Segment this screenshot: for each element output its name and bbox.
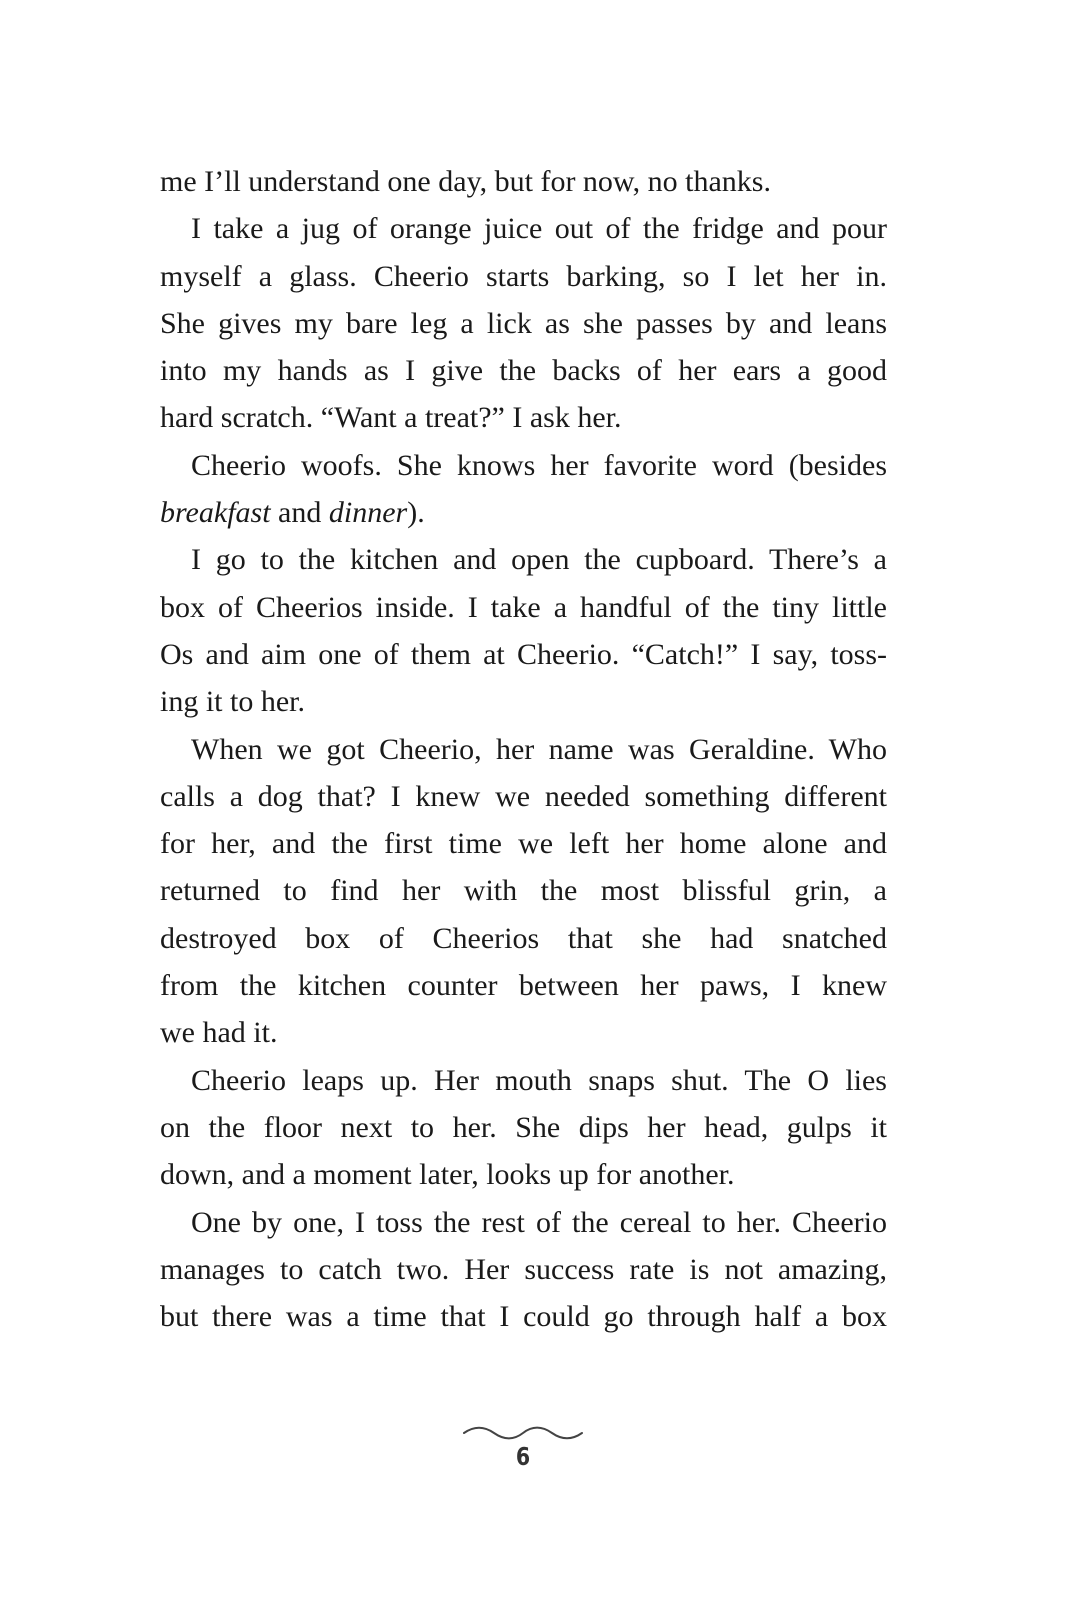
text-line: calls a dog that? I knew we needed something different	[160, 779, 887, 813]
text-line: box of Cheerios inside. I take a handful of the tiny little	[160, 590, 887, 624]
text-line: for her, and the first time we left her home alone and	[160, 827, 887, 861]
text-line: down, and a moment later, looks up for another.	[160, 1158, 735, 1192]
italic-word-dinner: dinner	[328, 496, 408, 530]
text-line: Cheerio woofs. She knows her favorite word (besides	[191, 448, 887, 482]
text-line: She gives my bare leg a lick as she passes by and leans	[160, 306, 887, 340]
connector-text: and	[270, 496, 329, 530]
text-line: from the kitchen counter between her paws, I knew	[160, 969, 887, 1003]
text-line: One by one, I toss the rest of the cereal to her. Cheerio	[191, 1205, 887, 1239]
text-line: but there was a time that I could go through half a box	[160, 1300, 887, 1334]
text-line: ing it to her.	[160, 685, 305, 719]
text-line: into my hands as I give the backs of her ears a good	[160, 354, 887, 388]
text-line: myself a glass. Cheerio starts barking, so I let her in.	[160, 259, 887, 293]
text-line: I go to the kitchen and open the cupboard. There’s a	[191, 543, 887, 577]
page-number: 6	[515, 1442, 531, 1471]
text-line: returned to find her with the most blissful grin, a	[160, 874, 887, 908]
text-line: me I’ll understand one day, but for now, no thanks.	[160, 165, 771, 198]
text-line: on the floor next to her. She dips her head, gulps it	[160, 1110, 887, 1144]
wave-ornament-icon	[462, 1425, 584, 1441]
text-line: I take a jug of orange juice out of the fridge and pour	[191, 212, 887, 246]
text-line: destroyed box of Cheerios that she had snatched	[160, 921, 887, 955]
text-line: When we got Cheerio, her name was Geraldine. Who	[191, 732, 887, 766]
text-line-italic-words	[160, 489, 887, 536]
closing-text: ).	[407, 496, 425, 530]
text-line: manages to catch two. Her success rate is not amazing,	[160, 1252, 887, 1286]
text-line: hard scratch. “Want a treat?” I ask her.	[160, 401, 622, 435]
text-line: we had it.	[160, 1016, 278, 1050]
italic-word-breakfast: breakfast	[160, 496, 271, 530]
text-line: Os and aim one of them at Cheerio. “Catch!” I say, toss-	[160, 637, 887, 671]
page-body-text	[160, 158, 887, 1340]
text-line: Cheerio leaps up. Her mouth snaps shut. The O lies	[191, 1063, 887, 1097]
